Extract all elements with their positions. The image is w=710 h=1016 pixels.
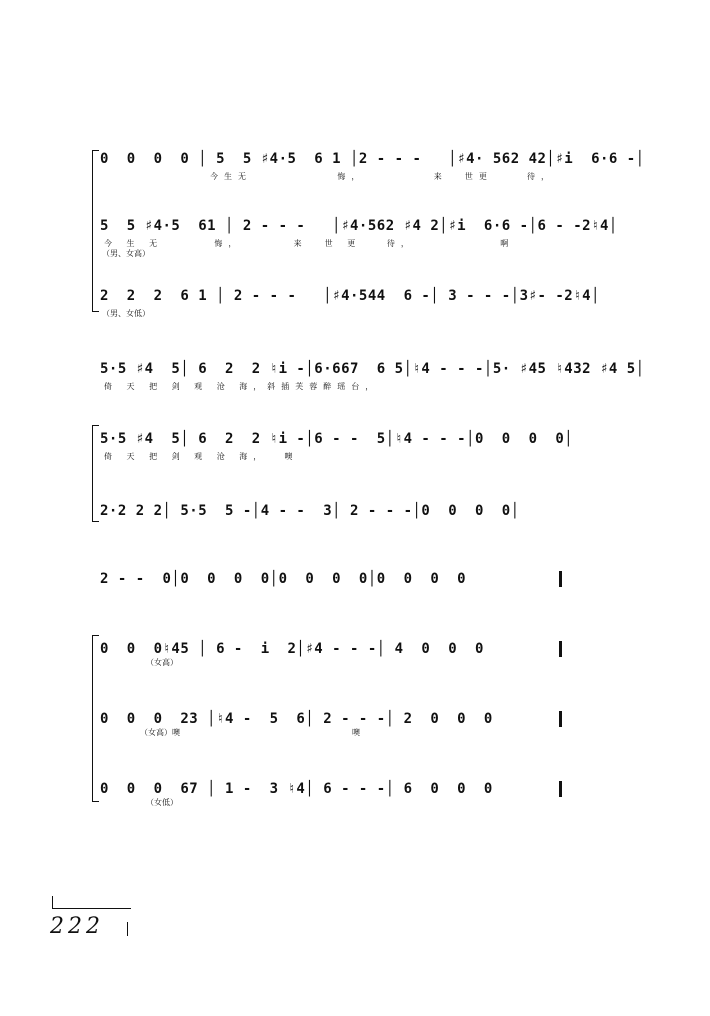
final-barline [559,641,562,657]
system2-staff2 [100,425,574,485]
final-barline [559,571,562,587]
notes-line: 5·5 ♯4 5│ 6 2 2 ♮i -│6 - - 5│♮4 - - -│0 0 0 0│ [100,431,574,447]
notes-line: 0 0 0♮45 │ 6 - i 2│♯4 - - -│ 4 0 0 0 [100,641,484,657]
notes-line: 2·2 2 2│ 5·5 5 -│4 - - 3│ 2 - - -│0 0 0 0│ [100,503,520,519]
notes-line: 0 0 0 67 │ 1 - 3 ♮4│ 6 - - -│ 6 0 0 0 [100,781,493,797]
lyrics-line: 倚 天 把 剑 观 沧 海，斜插芙蓉醉瑶台， [104,382,380,391]
lyrics-line: 今 生 无 悔， 来 世 更 待， 啊 [104,239,515,248]
notes-line: 0 0 0 0 │ 5 5 ♯4·5 6 1 │2 - - - │♯4· 562 42│♯i 6·6 -│ [100,151,645,167]
system3-staff1 [100,565,570,625]
final-barline [559,781,562,797]
system2-brace [92,425,99,522]
voice-tag: （男、女高） [102,249,150,258]
system4-staff2 [100,705,570,765]
page-corner-rule [52,896,131,909]
voice-tag: （女高） [146,658,178,667]
lyrics-line: 倚 天 把 剑 观 沧 海， 噢 [104,452,299,461]
notes-line: 0 0 0 23 │♮4 - 5 6│ 2 - - -│ 2 0 0 0 [100,711,493,727]
lyric-oh: 噢 [352,728,360,737]
voice-tag: （女高）噢 [140,728,180,737]
final-barline [559,711,562,727]
notes-line: 2 - - 0│0 0 0 0│0 0 0 0│0 0 0 0 [100,571,467,587]
system1-staff3 [100,282,601,342]
notes-line: 5·5 ♯4 5│ 6 2 2 ♮i -│6·667 6 5│♮4 - - -│5· ♯45 ♮432 ♯4 5│ [100,361,645,377]
page-tick [127,922,128,936]
system2-staff3 [100,497,570,557]
notes-line: 5 5 ♯4·5 61 │ 2 - - - │♯4·562 ♯4 2│♯i 6·6 -│6 - -2♮4│ [100,218,618,234]
page-number: 222 [50,914,104,939]
voice-tag: （女低） [146,798,178,807]
lyrics-line: 今生无 悔， 来 世更 待， [210,172,556,181]
system4-staff3 [100,775,570,835]
system4-brace [92,635,99,802]
system4-staff1 [100,635,570,695]
system1-brace [92,150,99,312]
system1-staff2 [100,212,618,272]
system1-staff1 [100,145,645,205]
voice-tag: （男、女低） [102,309,150,318]
system2-staff1 [100,355,645,415]
notes-line: 2 2 2 6 1 │ 2 - - - │♯4·544 6 -│ 3 - - -│3♯- -2♮4│ [100,288,601,304]
